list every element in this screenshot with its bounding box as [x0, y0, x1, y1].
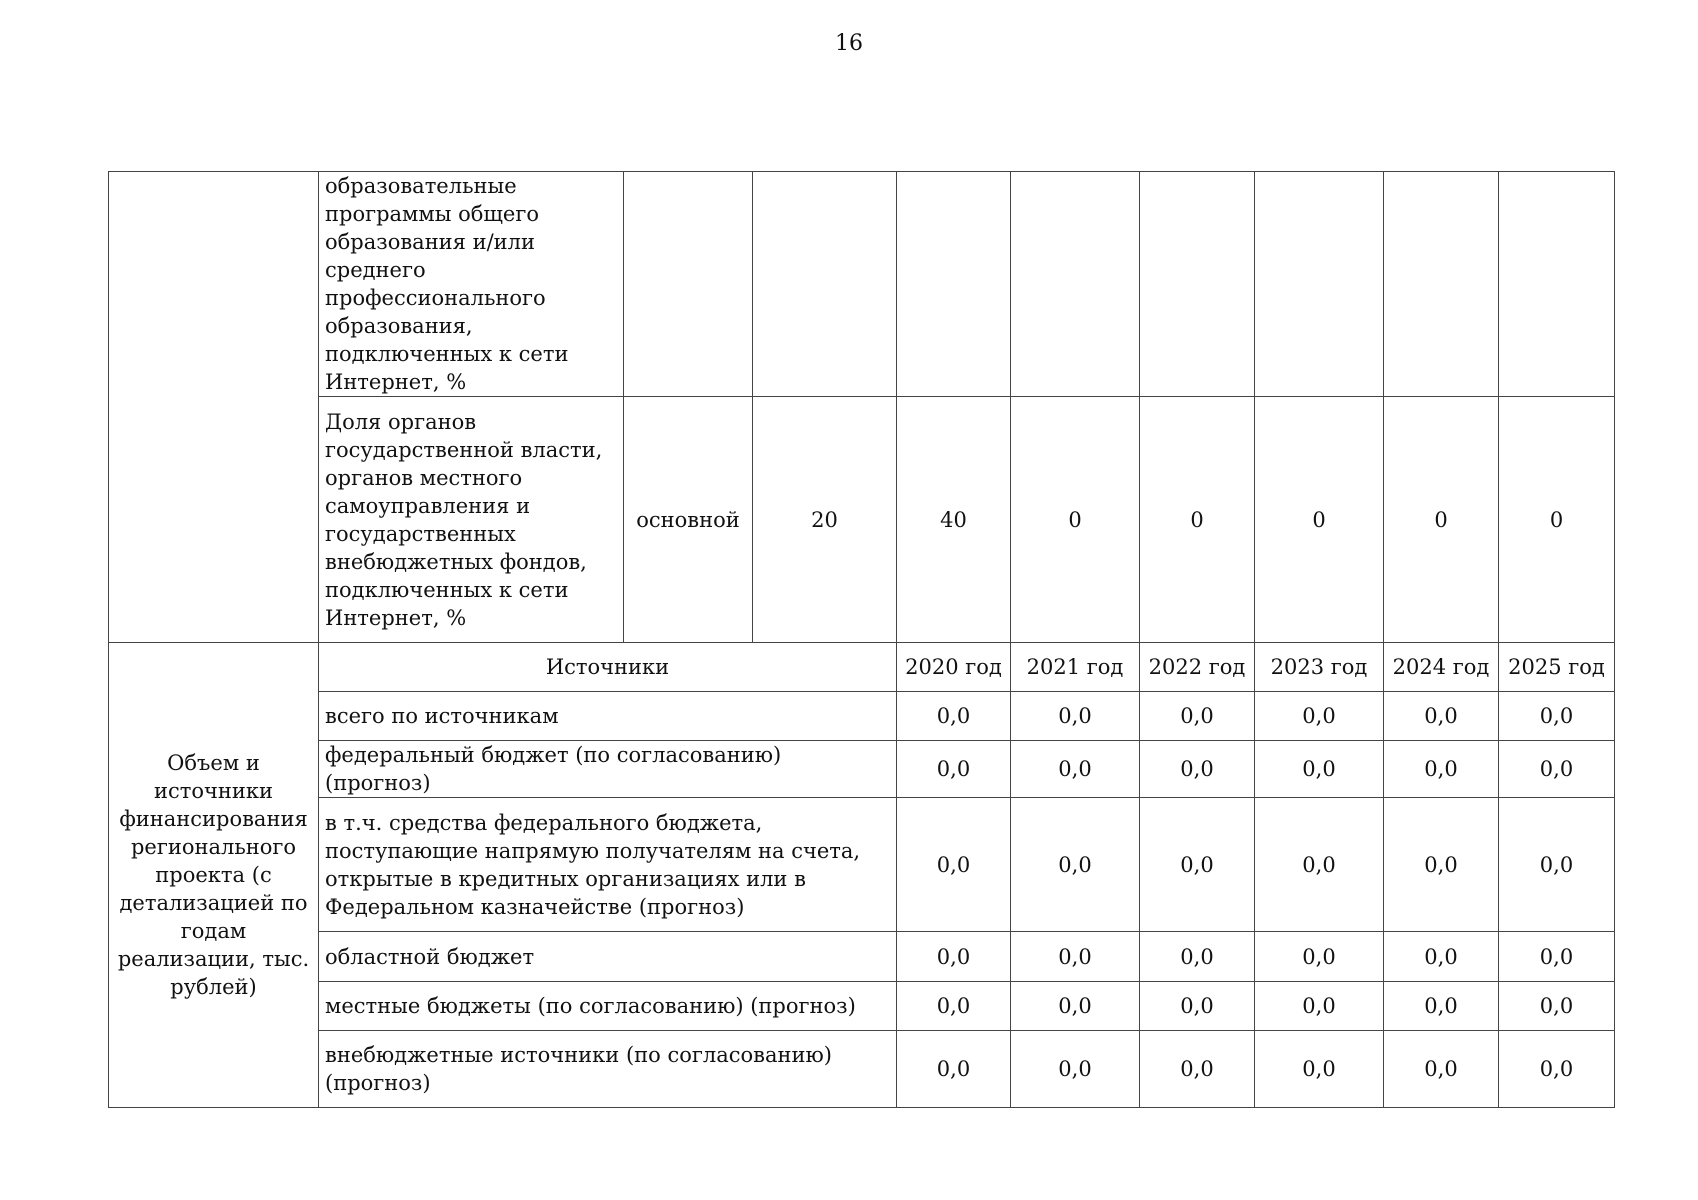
- indicator-value: [1140, 172, 1255, 397]
- source-value: 0,0: [1384, 982, 1499, 1031]
- indicator-value: 0: [1384, 397, 1499, 643]
- source-value: 0,0: [1499, 692, 1615, 741]
- source-value: 0,0: [1255, 692, 1384, 741]
- financing-row: [109, 798, 1615, 932]
- indicator-type: основной: [624, 397, 753, 643]
- source-value: 0,0: [1255, 798, 1384, 932]
- indicator-name: образовательные программы общего образования и/или среднего профессионального образования, подключенных к сети Интернет, %: [319, 172, 624, 397]
- source-value: 0,0: [1499, 741, 1615, 798]
- source-value: 0,0: [1011, 1031, 1140, 1108]
- financing-row: [109, 692, 1615, 741]
- source-value: 0,0: [1499, 982, 1615, 1031]
- source-value: 0,0: [1384, 932, 1499, 982]
- indicator-value: 0: [1011, 397, 1140, 643]
- year-header: 2021 год: [1011, 643, 1140, 692]
- source-label: внебюджетные источники (по согласованию) (прогноз): [319, 1031, 897, 1108]
- source-value: 0,0: [1499, 932, 1615, 982]
- year-header: 2020 год: [897, 643, 1011, 692]
- source-label: местные бюджеты (по согласованию) (прогноз): [319, 982, 897, 1031]
- financing-row: [109, 1031, 1615, 1108]
- source-value: 0,0: [1384, 741, 1499, 798]
- passport-table: [108, 171, 1615, 1108]
- source-value: 0,0: [897, 798, 1011, 932]
- source-label: в т.ч. средства федерального бюджета, поступающие напрямую получателям на счета, открытые в кредитных организациях или в Федеральном казначействе (прогноз): [319, 798, 897, 932]
- source-value: 0,0: [1011, 798, 1140, 932]
- source-value: 0,0: [1384, 798, 1499, 932]
- indicator-value: [1384, 172, 1499, 397]
- indicator-value: 0: [1255, 397, 1384, 643]
- source-value: 0,0: [1255, 741, 1384, 798]
- source-value: 0,0: [1255, 932, 1384, 982]
- indicator-value: [897, 172, 1011, 397]
- indicator-value: 40: [897, 397, 1011, 643]
- source-value: 0,0: [897, 692, 1011, 741]
- source-value: 0,0: [1384, 692, 1499, 741]
- source-value: 0,0: [897, 741, 1011, 798]
- source-value: 0,0: [1499, 798, 1615, 932]
- financing-label: Объем и источники финансирования регионального проекта (с детализацией по годам реализации, тыс. рублей): [109, 643, 319, 1108]
- source-value: 0,0: [1255, 1031, 1384, 1108]
- financing-row: [109, 741, 1615, 798]
- indicator-row: [109, 172, 1615, 397]
- financing-row: [109, 982, 1615, 1031]
- year-header: 2025 год: [1499, 643, 1615, 692]
- indicator-base-value: [753, 172, 897, 397]
- indicator-name: Доля органов государственной власти, органов местного самоуправления и государственных внебюджетных фондов, подключенных к сети Интернет, %: [319, 397, 624, 643]
- page-number: 16: [835, 31, 863, 56]
- source-value: 0,0: [1011, 932, 1140, 982]
- indicator-type: [624, 172, 753, 397]
- indicator-base-value: 20: [753, 397, 897, 643]
- source-value: 0,0: [897, 982, 1011, 1031]
- indicator-value: [1499, 172, 1615, 397]
- indicator-value: [1255, 172, 1384, 397]
- source-value: 0,0: [1140, 741, 1255, 798]
- source-label: областной бюджет: [319, 932, 897, 982]
- financing-row: [109, 932, 1615, 982]
- source-value: 0,0: [1011, 982, 1140, 1031]
- indicator-row: [109, 397, 1615, 643]
- indicator-value: 0: [1499, 397, 1615, 643]
- source-label: федеральный бюджет (по согласованию) (прогноз): [319, 741, 897, 798]
- year-header: 2024 год: [1384, 643, 1499, 692]
- source-value: 0,0: [1011, 692, 1140, 741]
- indicator-value: [1011, 172, 1140, 397]
- source-value: 0,0: [897, 1031, 1011, 1108]
- source-value: 0,0: [897, 932, 1011, 982]
- source-label: всего по источникам: [319, 692, 897, 741]
- source-value: 0,0: [1140, 692, 1255, 741]
- year-header: 2022 год: [1140, 643, 1255, 692]
- source-value: 0,0: [1140, 1031, 1255, 1108]
- source-value: 0,0: [1499, 1031, 1615, 1108]
- source-value: 0,0: [1140, 798, 1255, 932]
- source-value: 0,0: [1140, 982, 1255, 1031]
- indicator-value: 0: [1140, 397, 1255, 643]
- source-value: 0,0: [1255, 982, 1384, 1031]
- year-header: 2023 год: [1255, 643, 1384, 692]
- sources-header: Источники: [319, 643, 897, 692]
- source-value: 0,0: [1140, 932, 1255, 982]
- empty-left-cell: [109, 172, 319, 643]
- financing-header-row: [109, 643, 1615, 692]
- source-value: 0,0: [1011, 741, 1140, 798]
- source-value: 0,0: [1384, 1031, 1499, 1108]
